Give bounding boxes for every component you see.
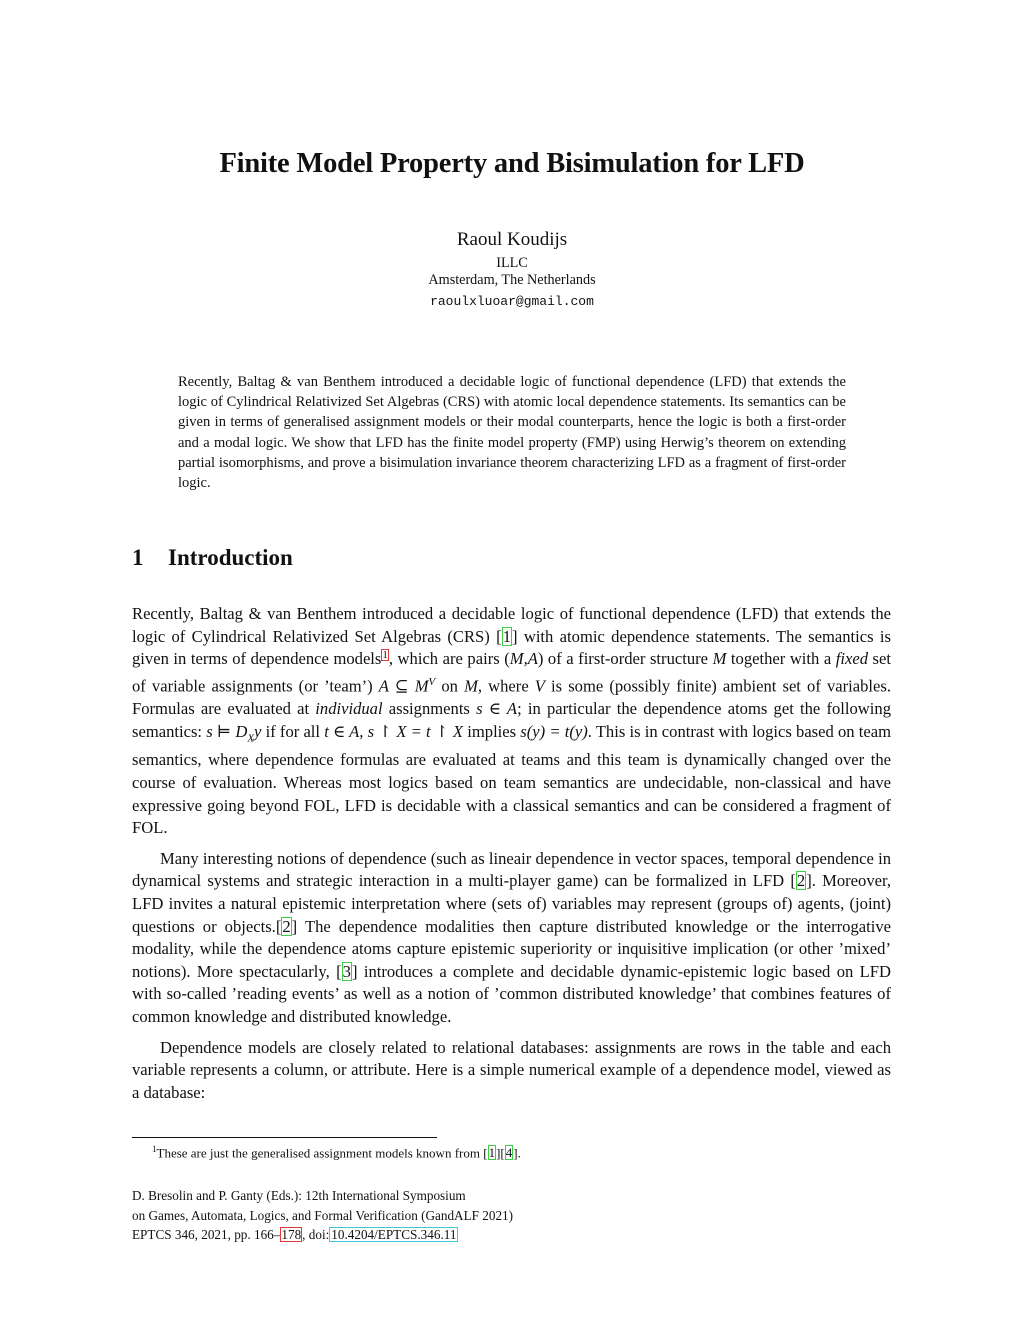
section-number: 1 [132, 545, 144, 570]
footnote: $^1$These are just the generalised assignment models known from [1][4]. [152, 1144, 521, 1161]
section-title: Introduction [168, 545, 293, 570]
abstract: Recently, Baltag & van Benthem introduced a decidable logic of functional dependence (LFD) that extends the logic of Cylindrical Relativized Set Algebras (CRS) with atomic local dependence statements. Its semantics can be given in terms of generalised assignment models or their modal counterparts, hence the logic is both a first-order and a modal logic. We show that LFD has the finite model property (FMP) using Herwig’s theorem on extending partial isomorphisms, and prove a bisimulation invariance theorem characterizing LFD as a fragment of first-order logic. [178, 374, 846, 492]
footnote-ref-link[interactable]: 1 [382, 648, 388, 661]
venue-info [132, 1186, 513, 1245]
section-heading [132, 545, 293, 571]
author-name: Raoul Koudijs [456, 229, 568, 250]
last-page-link[interactable]: 178 [281, 1227, 302, 1242]
section-body [132, 603, 891, 1104]
paragraph-2: Many interesting notions of dependence (such as lineair dependence in vector spaces, temporal dependence in dynamical systems and strategic interaction in a multi-player game) can be formalized in LFD [2]. Moreover, LFD invites a natural epistemic interpretation where (sets of) variables may represent (groups of) agents, (joint) questions or objects.[2] The dependence modalities then capture distributed knowledge or the interrogative modality, while the dependence atoms capture epistemic superiority or inquisitive implication (or other ’mixed’ notions). More spectacularly, [3] introduces a complete and decidable dynamic-epistemic logic based on LFD with so-called ’reading events’ as well as a notion of ’common distributed knowledge’ that combines features of common knowledge and distributed knowledge. [132, 848, 891, 1026]
venue-line-2: on Games, Automata, Logics, and Formal Verification (GandALF 2021) [132, 1207, 514, 1223]
citation-link[interactable]: 3 [342, 961, 351, 981]
affiliation-institute: ILLC [496, 255, 528, 271]
citation-link[interactable]: 2 [796, 871, 806, 891]
doi-link[interactable]: 10.4204/EPTCS.346.11 [331, 1227, 457, 1242]
paragraph-1: Recently, Baltag & van Benthem introduced a decidable logic of functional dependence (LFD) that extends the logic of Cylindrical Relativized Set Algebras (CRS) [1] with atomic dependence statements. The semantics is given in terms of dependence models$^1$, which are pairs (M,A) of a first-order structure M together with a fixed set of variable assignments (or ’team’) A ⊆ $M^V$ on M, where V is some (possibly finite) ambient set of variables. Formulas are evaluated at individual assignments s ∈ A; in particular the dependence atoms get the following semantics: s ⊨ $D_Xy$ if for all t ∈ A, s ↾ X = t ↾ X implies s(y) = t(y). This is in contrast with logics based on team semantics, where dependence formulas are evaluated at teams and this team is dynamically changed over the course of evaluation. Whereas most logics based on team semantics are undecidable, non-classical and have expressive going beyond FOL, LFD is decidable with a classical semantics and can be considered a fragment of FOL. [132, 604, 892, 838]
citation-link[interactable]: 4 [505, 1145, 513, 1161]
paragraph-3: Dependence models are closely related to relational databases: assignments are rows in the table and each variable represents a column, or attribute. Here is a simple numerical example of a dependence model, viewed as a database: [132, 1037, 891, 1102]
citation-link[interactable]: 2 [282, 916, 291, 936]
venue-line-1: D. Bresolin and P. Ganty (Eds.): 12th International Symposium [132, 1188, 466, 1203]
author-email[interactable]: raoulxluoar@gmail.com [430, 294, 594, 309]
footnote-rule [132, 1137, 437, 1138]
citation-link[interactable]: 1 [502, 626, 511, 646]
venue-line-3: EPTCS 346, 2021, pp. 166–178, doi: 10.4204/EPTCS.346.11 [132, 1227, 457, 1242]
affiliation-location: Amsterdam, The Netherlands [428, 272, 596, 288]
footnote-mark: 1 [152, 1144, 157, 1154]
paper-title: Finite Model Property and Bisimulation for LFD [219, 148, 805, 179]
affiliation [0, 255, 1024, 289]
citation-link[interactable]: 1 [488, 1145, 496, 1161]
